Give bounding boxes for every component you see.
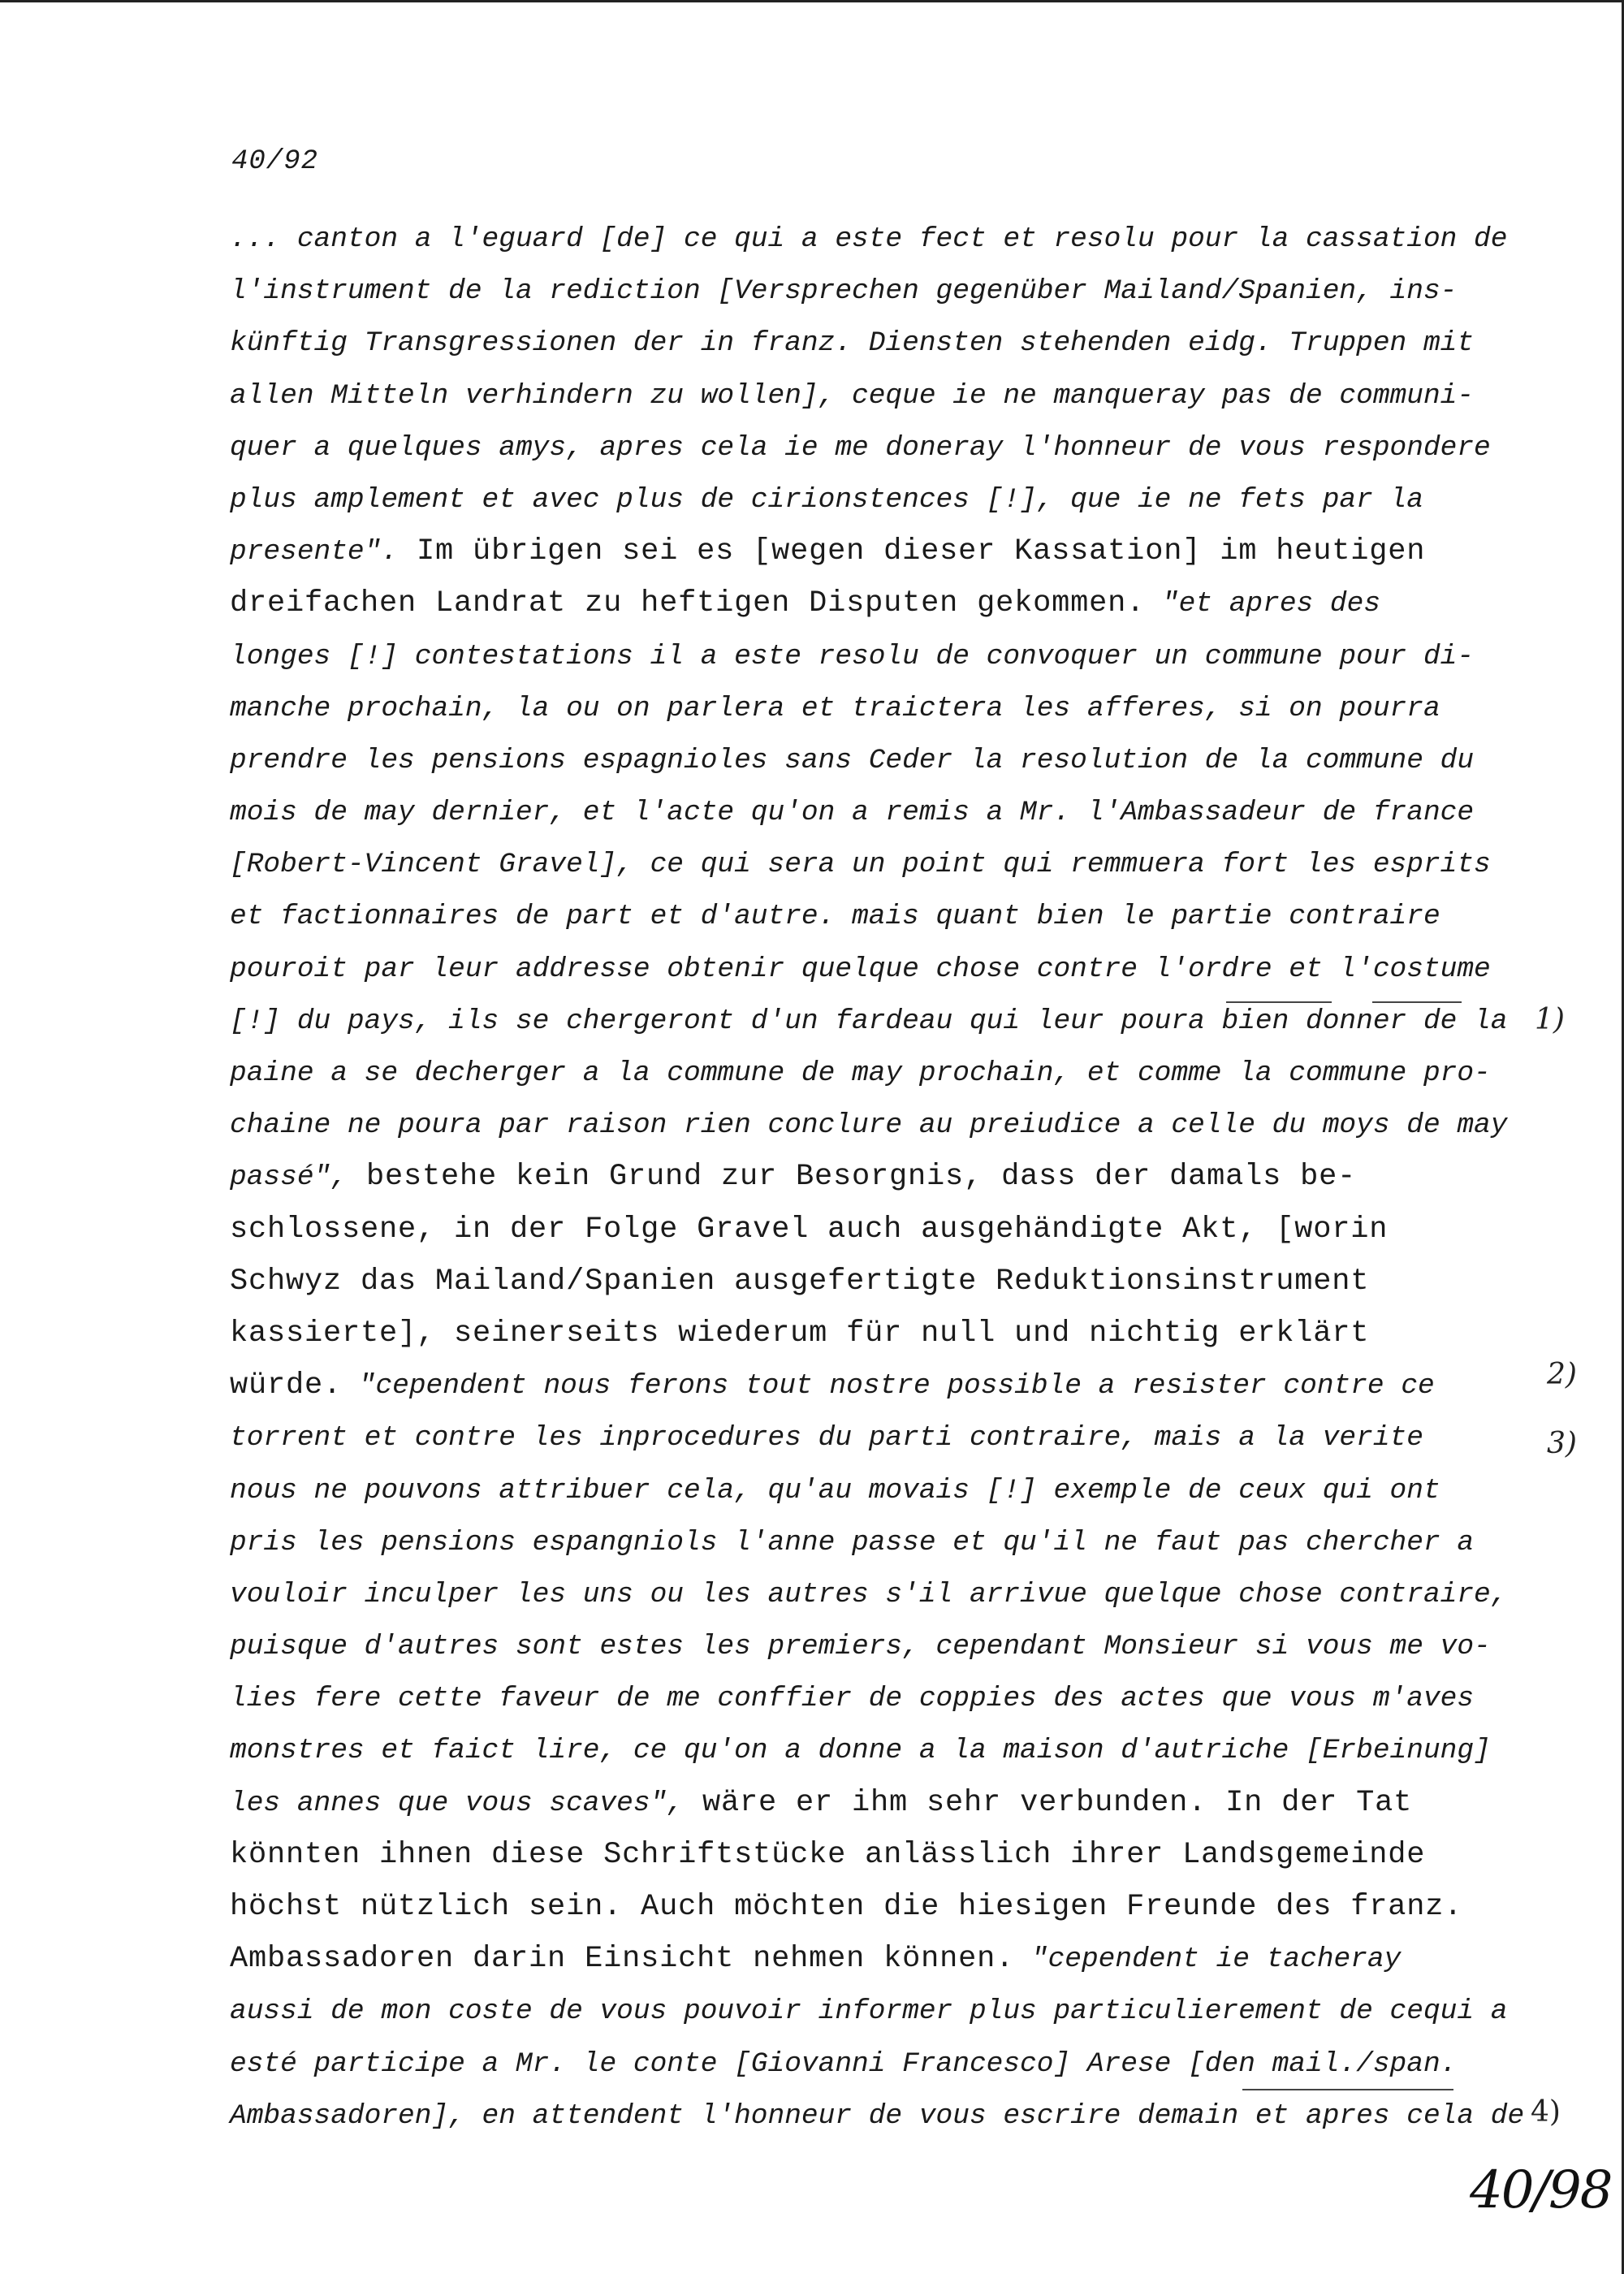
text-line bbox=[230, 734, 1529, 786]
pencil-mark bbox=[1226, 1001, 1332, 1003]
text-line bbox=[230, 473, 1529, 525]
summary-text: wäre er ihm sehr verbunden. In der Tat bbox=[684, 1785, 1413, 1820]
pencil-mark bbox=[1242, 2089, 1453, 2090]
summary-text: schlossene, in der Folge Gravel auch ausgehändigte Akt, [worin bbox=[230, 1212, 1389, 1247]
summary-text: Im übrigen sei es [wegen dieser Kassation] im heutigen bbox=[398, 534, 1426, 569]
quoted-source-text: aussi de mon coste de vous pouvoir informer plus particulierement de cequi a bbox=[230, 1995, 1508, 2028]
text-line bbox=[230, 1099, 1529, 1151]
text-line bbox=[230, 1412, 1529, 1463]
quoted-source-text: lies fere cette faveur de me conffier de coppies des actes que vous m'aves bbox=[230, 1683, 1475, 1715]
quoted-source-text: l'instrument de la rediction [Versprechen gegenüber Mailand/Spanien, ins- bbox=[230, 275, 1458, 308]
quoted-source-text: torrent et contre les inprocedures du parti contraire, mais a la verite bbox=[230, 1422, 1423, 1455]
text-line bbox=[230, 317, 1529, 369]
text-line bbox=[230, 838, 1529, 890]
text-line bbox=[230, 1933, 1529, 1985]
text-line bbox=[230, 1151, 1529, 1203]
archive-page-stamp: 40/98 bbox=[1470, 2160, 1612, 2220]
text-line bbox=[230, 525, 1529, 577]
quoted-source-text: [!] du pays, ils se chergeront d'un fardeau qui leur poura bien donner de la bbox=[230, 1005, 1508, 1037]
quoted-source-text: pris les pensions espangniols l'anne passe et qu'il ne faut pas chercher a bbox=[230, 1526, 1475, 1559]
quoted-source-text: "et apres des bbox=[1145, 588, 1381, 620]
quoted-source-text: Ambassadoren], en attendent l'honneur de vous escrire demain et apres cela de bbox=[230, 2099, 1525, 2132]
text-line bbox=[230, 630, 1529, 682]
quoted-source-text: les annes que vous scaves", bbox=[230, 1787, 684, 1819]
text-line bbox=[230, 1360, 1529, 1412]
summary-text: Schwyz das Mailand/Spanien ausgefertigte Reduktionsinstrument bbox=[230, 1264, 1370, 1299]
page-number: 40/92 bbox=[231, 146, 319, 177]
text-line bbox=[230, 577, 1529, 629]
margin-note-4: 4) bbox=[1531, 2095, 1561, 2129]
text-line bbox=[230, 1047, 1529, 1099]
quoted-source-text: mois de may dernier, et l'acte qu'on a remis a Mr. l'Ambassadeur de france bbox=[230, 797, 1475, 829]
text-line bbox=[230, 1777, 1529, 1829]
text-line bbox=[230, 213, 1529, 265]
quoted-source-text: presente". bbox=[230, 536, 399, 568]
text-line bbox=[230, 265, 1529, 317]
text-line bbox=[230, 943, 1529, 995]
quoted-source-text: prendre les pensions espagnioles sans Ceder la resolution de la commune du bbox=[230, 744, 1475, 776]
quoted-source-text: "cependent nous ferons tout nostre possible a resister contre ce bbox=[342, 1370, 1435, 1403]
document-body bbox=[230, 213, 1529, 2142]
text-line bbox=[230, 1620, 1529, 1672]
page-border-top bbox=[0, 0, 1624, 2]
quoted-source-text: quer a quelques amys, apres cela ie me doneray l'honneur de vous respondere bbox=[230, 431, 1491, 464]
quoted-source-text: plus amplement et avec plus de cirionstences [!], que ie ne fets par la bbox=[230, 483, 1423, 516]
text-line bbox=[230, 1464, 1529, 1516]
quoted-source-text: longes [!] contestations il a este resolu de convoquer un commune pour di- bbox=[230, 640, 1475, 672]
summary-text: kassierte], seinerseits wiederum für null und nichtig erklärt bbox=[230, 1316, 1370, 1351]
quoted-source-text: passé", bbox=[230, 1161, 348, 1194]
quoted-source-text: ... canton a l'eguard [de] ce qui a este fect et resolu pour la cassation de bbox=[230, 223, 1508, 255]
quoted-source-text: nous ne pouvons attribuer cela, qu'au movais [!] exemple de ceux qui ont bbox=[230, 1474, 1440, 1507]
text-line bbox=[230, 786, 1529, 838]
quoted-source-text: vouloir inculper les uns ou les autres s'il arrivue quelque chose contraire, bbox=[230, 1578, 1508, 1610]
text-line bbox=[230, 1829, 1529, 1881]
quoted-source-text: puisque d'autres sont estes les premiers, cependant Monsieur si vous me vo- bbox=[230, 1631, 1491, 1663]
text-line bbox=[230, 422, 1529, 473]
text-line bbox=[230, 1308, 1529, 1360]
quoted-source-text: paine a se decherger a la commune de may prochain, et comme la commune pro- bbox=[230, 1057, 1491, 1089]
summary-text: bestehe kein Grund zur Besorgnis, dass der damals be- bbox=[347, 1160, 1357, 1195]
text-line bbox=[230, 1672, 1529, 1724]
margin-note-3: 3) bbox=[1547, 1427, 1577, 1460]
margin-note-1: 1) bbox=[1535, 1003, 1565, 1036]
summary-text: würde. bbox=[230, 1368, 343, 1403]
quoted-source-text: pouroit par leur addresse obtenir quelque chose contre l'ordre et l'costume bbox=[230, 953, 1491, 985]
quoted-source-text: manche prochain, la ou on parlera et traictera les afferes, si on pourra bbox=[230, 692, 1440, 724]
quoted-source-text: chaine ne poura par raison rien conclure au preiudice a celle du moys de may bbox=[230, 1109, 1508, 1142]
text-line bbox=[230, 1568, 1529, 1620]
text-line bbox=[230, 2038, 1529, 2090]
quoted-source-text: "cependent ie tacheray bbox=[1014, 1943, 1402, 1976]
summary-text: könnten ihnen diese Schriftstücke anlässlich ihrer Landsgemeinde bbox=[230, 1837, 1426, 1872]
quoted-source-text: [Robert-Vincent Gravel], ce qui sera un point qui remmuera fort les esprits bbox=[230, 849, 1491, 881]
text-line bbox=[230, 370, 1529, 422]
pencil-mark bbox=[1372, 1001, 1462, 1003]
quoted-source-text: et factionnaires de part et d'autre. mais quant bien le partie contraire bbox=[230, 901, 1440, 933]
text-line bbox=[230, 1724, 1529, 1776]
text-line bbox=[230, 1881, 1529, 1933]
text-line bbox=[230, 1516, 1529, 1568]
quoted-source-text: esté participe a Mr. le conte [Giovanni Francesco] Arese [den mail./span. bbox=[230, 2047, 1458, 2080]
quoted-source-text: monstres et faict lire, ce qu'on a donne a la maison d'autriche [Erbeinung] bbox=[230, 1735, 1491, 1767]
text-line bbox=[230, 1256, 1529, 1308]
quoted-source-text: allen Mitteln verhindern zu wollen], ceque ie ne manqueray pas de communi- bbox=[230, 379, 1475, 412]
text-line bbox=[230, 1204, 1529, 1256]
summary-text: Ambassadoren darin Einsicht nehmen können. bbox=[230, 1942, 1015, 1977]
text-line bbox=[230, 682, 1529, 734]
margin-note-2: 2) bbox=[1547, 1358, 1577, 1391]
text-line bbox=[230, 995, 1529, 1047]
summary-text: dreifachen Landrat zu heftigen Disputen gekommen. bbox=[230, 586, 1146, 621]
quoted-source-text: künftig Transgressionen der in franz. Diensten stehenden eidg. Truppen mit bbox=[230, 327, 1475, 360]
text-line bbox=[230, 2090, 1529, 2142]
text-line bbox=[230, 890, 1529, 942]
text-line bbox=[230, 1985, 1529, 2037]
summary-text: höchst nützlich sein. Auch möchten die hiesigen Freunde des franz. bbox=[230, 1890, 1463, 1924]
